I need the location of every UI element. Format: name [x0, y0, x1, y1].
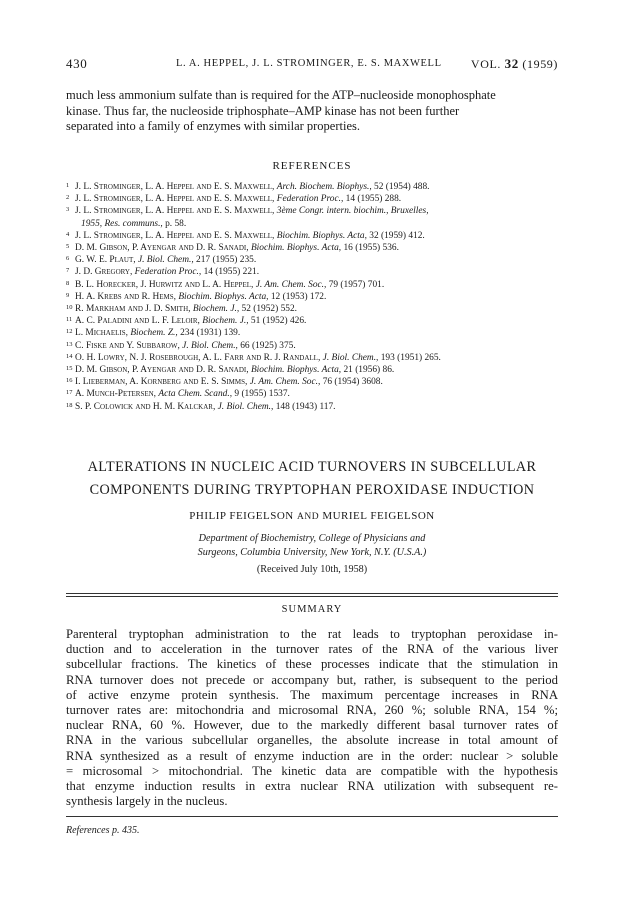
reference-item: 5 D. M. Gibson, P. Ayengar and D. R. Sanadi, Biochim. Biophys. Acta, 16 (1955) 536. [66, 243, 399, 254]
reference-item: 15 D. M. Gibson, P. Ayengar and D. R. Sanadi, Biochim. Biophys. Acta, 21 (1956) 86. [66, 365, 395, 376]
summary-line: of active enzyme protein synthesis. The maximum percentage increases in RNA [66, 687, 558, 702]
article-title-line: ALTERATIONS IN NUCLEIC ACID TURNOVERS IN SUBCELLULAR [87, 459, 537, 475]
reference-item: 12 L. Michaelis, Biochem. Z., 234 (1931) 139. [66, 328, 241, 339]
volume-info [471, 56, 558, 72]
summary-line: that enzyme induction results in extra nuclear RNA utilization with subsequent re- [66, 779, 558, 794]
reference-item: 6 G. W. E. Plaut, J. Biol. Chem., 217 (1955) 235. [66, 255, 257, 266]
summary-line: RNA in the various subcellular organelles, the absolute increase in total amount of [66, 733, 558, 748]
intro-paragraph [66, 88, 558, 135]
page-number: 430 [66, 56, 88, 71]
byline [66, 510, 558, 522]
section-rule [66, 596, 558, 597]
running-head-authors: L. A. HEPPEL, J. L. STROMINGER, E. S. MAXWELL [176, 58, 442, 69]
summary-line: subcellular fractions. The kinetics of these processes indicate that the stimulation in [66, 657, 558, 672]
reference-item: 3 J. L. Strominger, L. A. Heppel and E. S. Maxwell, 3ème Congr. intern. biochim., Bruxelles, [66, 206, 429, 217]
author-name: MURIEL FEIGELSON [322, 510, 435, 522]
reference-item: 2 J. L. Strominger, L. A. Heppel and E. S. Maxwell, Federation Proc., 14 (1955) 288. [66, 194, 402, 205]
section-rule [66, 593, 558, 594]
reference-item: 18 S. P. Colowick and H. M. Kalckar, J. Biol. Chem., 148 (1943) 117. [66, 401, 336, 412]
reference-item: 13 C. Fiske and Y. Subbarow, J. Biol. Chem., 66 (1925) 375. [66, 340, 296, 351]
summary-line: Parenteral tryptophan administration to the rat leads to tryptophan peroxidase in- [66, 627, 558, 641]
reference-item: 4 J. L. Strominger, L. A. Heppel and E. S. Maxwell, Biochim. Biophys. Acta, 32 (1959) 412. [66, 230, 425, 241]
references-heading: REFERENCES [272, 160, 352, 172]
summary-line: nuclear RNA, 60 %. However, due to the markedly different basal turnover rates of [66, 718, 558, 733]
summary-line: synthesis largely in the nucleus. [66, 794, 228, 809]
footnote: References p. 435. [66, 825, 140, 836]
intro-line: separated into a family of enzymes with similar properties. [66, 119, 361, 133]
summary-line: duction and to acceleration in the turnover rates of the RNA of the various liver [66, 642, 558, 657]
author-conjunction: AND [296, 512, 320, 522]
footnote-rule [66, 816, 558, 817]
reference-item: 10 R. Markham and J. D. Smith, Biochem. J., 52 (1952) 552. [66, 304, 297, 315]
summary-paragraph [66, 627, 558, 809]
reference-item: 17 A. Munch-Petersen, Acta Chem. Scand., 9 (1955) 1537. [66, 389, 290, 400]
article-title [66, 456, 558, 502]
affiliation: Department of Biochemistry, College of Physicians and Surgeons, Columbia University, New York, N.Y. (U.S.A.) [197, 533, 427, 558]
author-name: PHILIP FEIGELSON [189, 510, 294, 522]
reference-item: 1 J. L. Strominger, L. A. Heppel and E. S. Maxwell, Arch. Biochem. Biophys., 52 (1954) 488. [66, 182, 430, 192]
summary-line: RNA turnover does not precede or accompany but, rather, is subsequent to the period [66, 672, 558, 687]
reference-item: 9 H. A. Krebs and R. Hems, Biochim. Biophys. Acta, 12 (1953) 172. [66, 291, 327, 302]
references-list [66, 181, 558, 413]
summary-line: turnover rates are: mitochondria and microsomal RNA, 260 %; soluble RNA, 154 %; [66, 703, 558, 718]
volume-year: (1959) [522, 57, 558, 71]
intro-line: kinase. Thus far, the nucleoside triphosphate–AMP kinase has not been further [66, 103, 460, 118]
received-date: (Received July 10th, 1958) [256, 564, 368, 575]
reference-item-continuation: 1955, Res. communs., p. 58. [81, 218, 187, 229]
volume-number: 32 [504, 56, 519, 71]
summary-heading: SUMMARY [281, 604, 343, 615]
reference-item: 16 I. Lieberman, A. Kornberg and E. S. Simms, J. Am. Chem. Soc., 76 (1954) 3608. [66, 377, 383, 388]
reference-item: 8 B. L. Horecker, J. Hurwitz and L. A. Heppel, J. Am. Chem. Soc., 79 (1957) 701. [66, 279, 385, 290]
summary-line: = microsomal > mitochondrial. The kinetic data are compatible with the hypothesis [66, 763, 558, 778]
summary-line: RNA synthesized as a result of enzyme induction are in the order: nuclear > soluble [66, 748, 558, 763]
volume-label: VOL. [470, 57, 501, 71]
reference-item: 14 O. H. Lowry, N. J. Rosebrough, A. L. Farr and R. J. Randall, J. Biol. Chem., 193 (1951) 265. [66, 352, 441, 363]
reference-item: 7 J. D. Gregory, Federation Proc., 14 (1955) 221. [66, 267, 260, 278]
article-title-line: COMPONENTS DURING TRYPTOPHAN PEROXIDASE INDUCTION [89, 482, 535, 498]
reference-item: 11 A. C. Paladini and L. F. Leloir, Biochem. J., 51 (1952) 426. [66, 316, 307, 327]
intro-line: much less ammonium sulfate than is required for the ATP–nucleoside monophosphate [66, 88, 496, 102]
